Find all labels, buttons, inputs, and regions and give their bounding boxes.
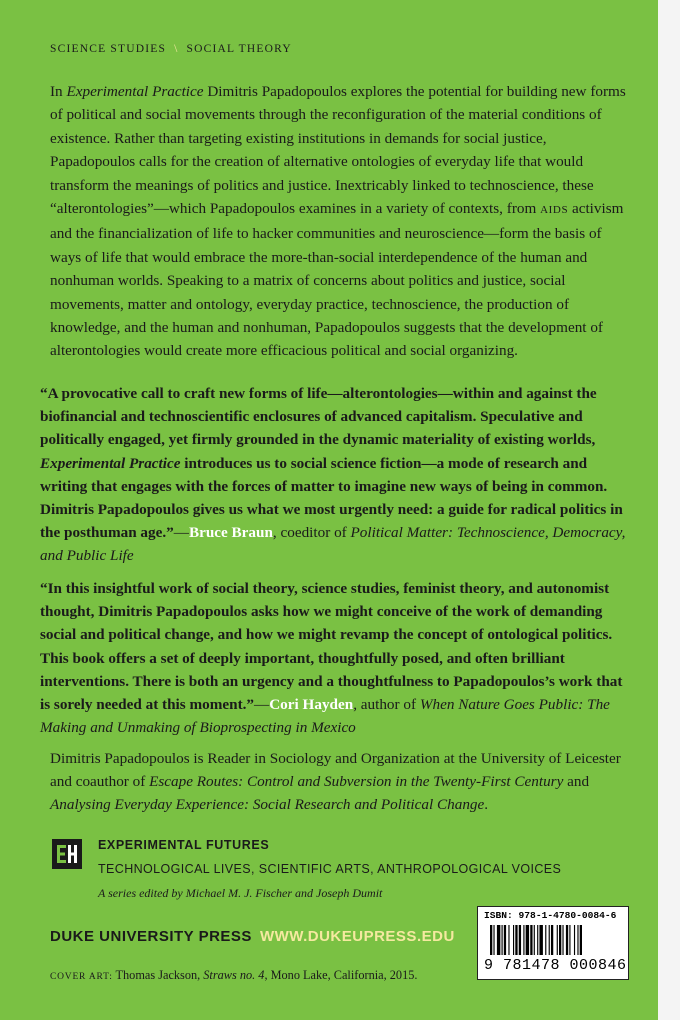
barcode-bar xyxy=(493,925,494,955)
barcode-bar xyxy=(574,925,575,955)
barcode-bar xyxy=(502,925,503,955)
credit-artwork-title: Straws no. 4 xyxy=(203,968,265,982)
bio-book-title: Escape Routes: Control and Subversion in the Twenty-First Century xyxy=(149,772,564,790)
cover-art-credit xyxy=(50,968,417,983)
barcode-bar xyxy=(569,925,570,955)
isbn-text: ISBN: 978-1-4780-0084-6 xyxy=(484,910,617,921)
barcode-bar xyxy=(513,925,514,955)
endorsement-braun xyxy=(40,382,632,568)
quote-dash: — xyxy=(173,524,189,542)
barcode-bar xyxy=(530,925,532,955)
credit-text: , Mono Lake, California, 2015. xyxy=(264,968,418,982)
credit-label: COVER ART: xyxy=(50,972,113,982)
quote-dash: — xyxy=(254,696,270,714)
publisher-website: WWW.DUKEUPRESS.EDU xyxy=(259,928,455,945)
isbn-barcode xyxy=(477,906,629,980)
series-subtitle: TECHNOLOGICAL LIVES, SCIENTIFIC ARTS, ANTHROPOLOGICAL VOICES xyxy=(98,862,562,876)
barcode-bar xyxy=(534,925,535,955)
barcode-bar xyxy=(559,925,561,955)
barcode-bar xyxy=(557,925,558,955)
barcode-number: 9 781478 000846 xyxy=(484,957,627,974)
quote-text: “In this insightful work of social theory, science studies, feminist theory, and autonomist thought, Dimitris Papadopoulos asks how we might conceive of the work of demanding social and political change, and how we might revamp the concept of ontological politics. This book offers a set of deeply important, thoughtfully posed, and often brilliant interventions. There is both an urgency and a thoughtfulness to Papadopoulos’s work that is sorely needed at this moment.” xyxy=(40,580,623,714)
endorsement-hayden xyxy=(40,577,632,739)
barcode-bar xyxy=(545,925,546,955)
barcode-bar xyxy=(551,925,553,955)
quote-text: “A provocative call to craft new forms of life—alterontologies—within and against the biofinancial and technoscientific enclosures of advanced capitalism. Speculative and politically engaged, yet firmly grounded in the dynamic materiality of existing worlds, xyxy=(40,385,597,449)
blurb-aids-smallcaps: AIDS xyxy=(540,204,569,217)
barcode-bar xyxy=(490,925,492,955)
barcode-bar xyxy=(562,925,563,955)
endorser-role: , coeditor of xyxy=(272,524,351,542)
quote-book-title: Experimental Practice xyxy=(40,454,181,472)
barcode-bar xyxy=(549,925,550,955)
series-logo-icon xyxy=(52,839,82,869)
blurb-book-title: Experimental Practice xyxy=(66,83,204,100)
subject-separator: \ xyxy=(174,43,179,55)
barcode-bar xyxy=(523,925,524,955)
endorser-name: Bruce Braun xyxy=(188,524,273,542)
barcode-bar xyxy=(577,925,578,955)
barcode-bar xyxy=(508,925,509,955)
publisher-line xyxy=(50,928,455,945)
author-bio xyxy=(50,748,625,816)
series-logo-graphic xyxy=(52,839,82,869)
bio-book-title: Analysing Everyday Experience: Social Research and Political Change xyxy=(50,795,485,813)
bio-text: and xyxy=(563,772,590,790)
subject-social-theory: SOCIAL THEORY xyxy=(186,43,292,55)
subject-header xyxy=(50,43,292,55)
barcode-bar xyxy=(537,925,538,955)
publisher-name: DUKE UNIVERSITY PRESS xyxy=(50,928,252,945)
barcode-bar xyxy=(580,925,582,955)
endorser-book: Political Matter: Technoscience, Democracy, and Public Life xyxy=(40,524,626,565)
series-editors: A series edited by Michael M. J. Fischer and Joseph Dumit xyxy=(98,886,383,900)
blurb-text: activism and the financialization of life to hacker communities and neuroscience—form the basis of ways of life that would embrace the more-than-social interdependence of the human and nonhuman worlds. Speaking to a matrix of concerns about politics and justice, social movements, matter and ontology, everyday practice, technoscience, the production of knowledge, and the human and nonhuman, Papadopoulos suggests that the development of alterontologies would create more efficacious political and social organizing. xyxy=(50,200,624,360)
barcode-bar xyxy=(519,925,521,955)
series-title: EXPERIMENTAL FUTURES xyxy=(98,838,270,852)
bio-text: . xyxy=(484,795,489,813)
barcode-bar xyxy=(566,925,568,955)
barcode-bar xyxy=(526,925,529,955)
quote-text: introduces us to social science fiction—a mode of research and writing that engages with the forces of matter to imagine new ways of being in common. Dimitris Papadopoulos gives us what we most urgently need: a guide for radical politics in the posthuman age.” xyxy=(40,454,623,542)
endorser-book: When Nature Goes Public: The Making and Unmaking of Bioprospecting in Mexico xyxy=(40,696,610,737)
credit-text: Thomas Jackson, xyxy=(112,968,204,982)
blurb-text: In xyxy=(50,83,67,100)
blurb-text: Dimitris Papadopoulos explores the potential for building new forms of political and social movements through the reconfiguration of the material conditions of existence. Rather than targeting existing institutions in demands for social justice, Papadopoulos calls for the creation of alternative ontologies of everyday life that would transform the meanings of politics and justice. Inextricably linked to technoscience, these “alterontologies”—which Papadopoulos examines in a variety of contexts, from xyxy=(50,83,626,218)
endorser-name: Cori Hayden xyxy=(269,696,354,714)
barcode-bar xyxy=(504,925,506,955)
subject-science-studies: SCIENCE STUDIES xyxy=(50,43,167,55)
bio-text: Dimitris Papadopoulos is Reader in Sociology and Organization at the University of Leicester and coauthor of xyxy=(50,750,621,790)
barcode-bar xyxy=(539,925,542,955)
barcode-bar xyxy=(497,925,500,955)
barcode-bar xyxy=(515,925,517,955)
barcode-bars xyxy=(490,925,626,955)
description-paragraph xyxy=(50,80,630,363)
endorser-role: , author of xyxy=(353,696,420,714)
page-edge xyxy=(658,0,680,1020)
